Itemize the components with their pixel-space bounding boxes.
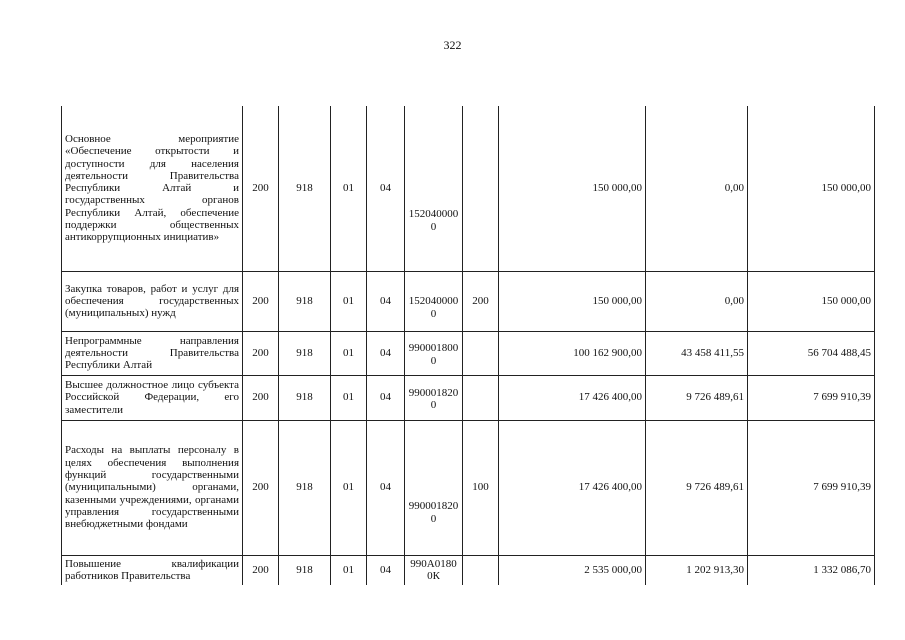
expense-type-cell: 100: [463, 420, 499, 555]
ministry-code-cell: 918: [279, 555, 331, 585]
page-number: 322: [443, 38, 462, 52]
section-cell: 01: [331, 420, 367, 555]
ministry-code-cell: 918: [279, 420, 331, 555]
executed-amount-cell: 9 726 489,61: [646, 420, 748, 555]
remainder-amount-cell: 1 332 086,70: [748, 555, 875, 585]
planned-amount-cell: 100 162 900,00: [499, 331, 646, 375]
row-name-cell: Непрограммные направления деятельности Правительства Республики Алтай: [62, 331, 243, 375]
ministry-code-cell: 918: [279, 271, 331, 331]
subsection-cell: 04: [367, 271, 405, 331]
section-cell: 01: [331, 331, 367, 375]
row-name-cell: Закупка товаров, работ и услуг для обеспечения государственных (муниципальных) нужд: [62, 271, 243, 331]
table-row: [62, 555, 875, 585]
remainder-amount-cell: 150 000,00: [748, 271, 875, 331]
section-code-cell: 200: [243, 331, 279, 375]
section-code-cell: 200: [243, 420, 279, 555]
executed-amount-cell: 0,00: [646, 106, 748, 271]
ministry-code-cell: 918: [279, 331, 331, 375]
expense-type-cell: [463, 555, 499, 585]
target-article-cell: 1520400000: [405, 271, 463, 331]
section-code-cell: 200: [243, 555, 279, 585]
section-code-cell: 200: [243, 106, 279, 271]
subsection-cell: 04: [367, 106, 405, 271]
subsection-cell: 04: [367, 331, 405, 375]
planned-amount-cell: 17 426 400,00: [499, 420, 646, 555]
planned-amount-cell: 2 535 000,00: [499, 555, 646, 585]
ministry-code-cell: 918: [279, 106, 331, 271]
executed-amount-cell: 9 726 489,61: [646, 375, 748, 420]
section-cell: 01: [331, 271, 367, 331]
row-name-cell: Расходы на выплаты персоналу в целях обеспечения выполнения функций государственными (муниципальными) органами, казенными учреждениями, органами управления государственными внебюджетными фондами: [62, 420, 243, 555]
remainder-amount-cell: 7 699 910,39: [748, 375, 875, 420]
target-article-cell: 1520400000: [405, 106, 463, 271]
table-row: [62, 271, 875, 331]
planned-amount-cell: 150 000,00: [499, 271, 646, 331]
executed-amount-cell: 1 202 913,30: [646, 555, 748, 585]
subsection-cell: 04: [367, 555, 405, 585]
expense-type-cell: [463, 375, 499, 420]
table-row: [62, 375, 875, 420]
subsection-cell: 04: [367, 420, 405, 555]
subsection-cell: 04: [367, 375, 405, 420]
table-row: [62, 106, 875, 271]
row-name-cell: Основное мероприятие «Обеспечение открытости и доступности для населения деятельности Правительства Республики Алтай и государственных органов Республики Алтай, обеспечение поддержки общественных антикоррупционных инициатив»: [62, 106, 243, 271]
section-code-cell: 200: [243, 375, 279, 420]
ministry-code-cell: 918: [279, 375, 331, 420]
section-cell: 01: [331, 106, 367, 271]
budget-table: [61, 106, 875, 585]
executed-amount-cell: 0,00: [646, 271, 748, 331]
expense-type-cell: [463, 331, 499, 375]
table-row: [62, 420, 875, 555]
target-article-cell: 990А01800К: [405, 555, 463, 585]
expense-type-cell: [463, 106, 499, 271]
target-article-cell: 9900018000: [405, 331, 463, 375]
section-code-cell: 200: [243, 271, 279, 331]
planned-amount-cell: 150 000,00: [499, 106, 646, 271]
planned-amount-cell: 17 426 400,00: [499, 375, 646, 420]
table-body: [62, 106, 875, 585]
row-name-cell: Повышение квалификации работников Правительства: [62, 555, 243, 585]
row-name-cell: Высшее должностное лицо субъекта Российской Федерации, его заместители: [62, 375, 243, 420]
remainder-amount-cell: 150 000,00: [748, 106, 875, 271]
section-cell: 01: [331, 375, 367, 420]
section-cell: 01: [331, 555, 367, 585]
target-article-cell: 9900018200: [405, 375, 463, 420]
executed-amount-cell: 43 458 411,55: [646, 331, 748, 375]
table-row: [62, 331, 875, 375]
remainder-amount-cell: 56 704 488,45: [748, 331, 875, 375]
remainder-amount-cell: 7 699 910,39: [748, 420, 875, 555]
expense-type-cell: 200: [463, 271, 499, 331]
target-article-cell: 9900018200: [405, 420, 463, 555]
